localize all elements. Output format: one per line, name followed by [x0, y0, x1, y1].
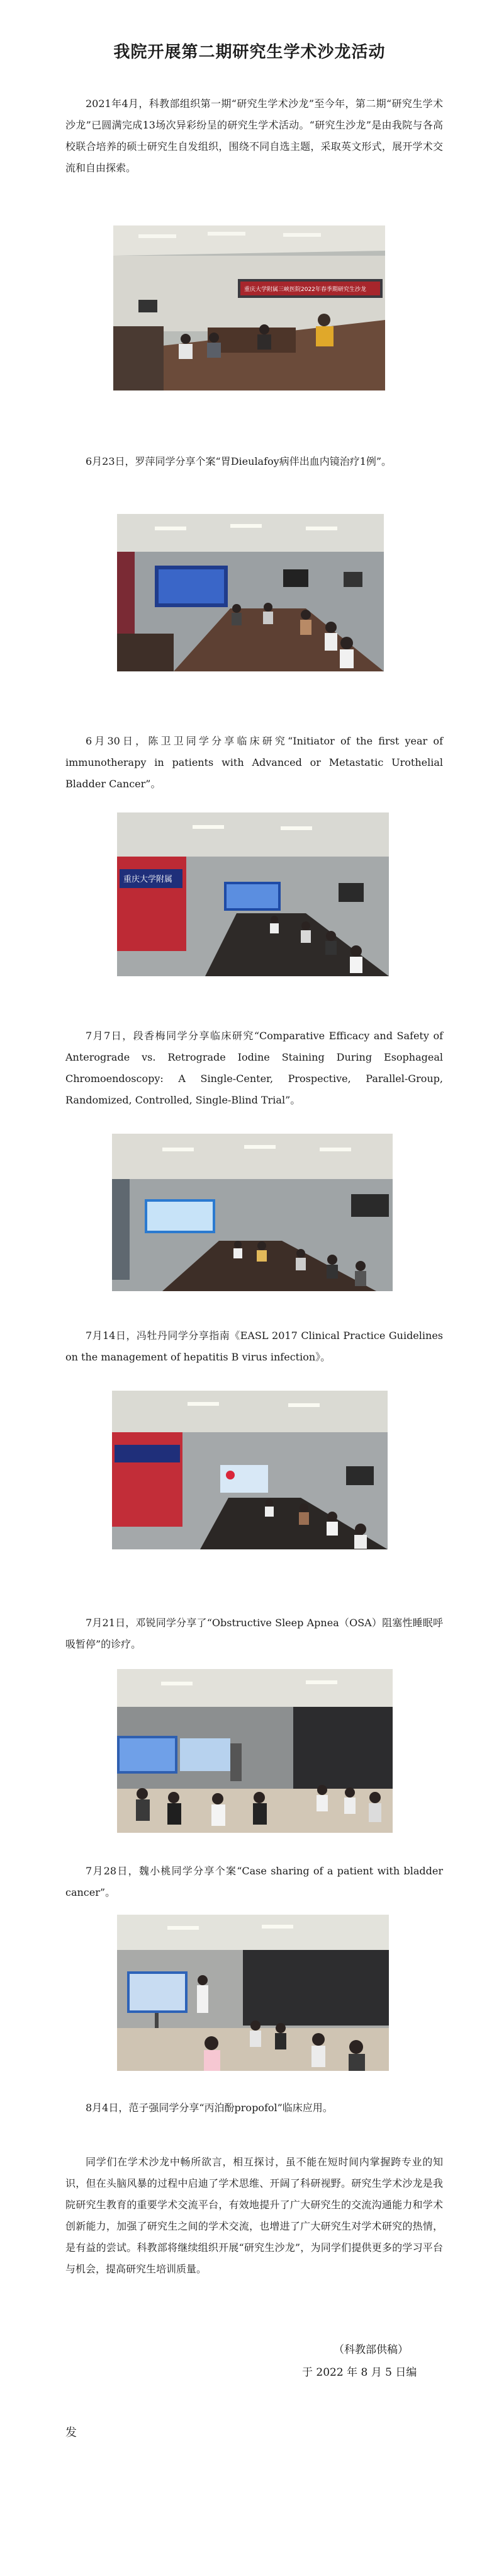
caption-4: 7月14日，冯牡丹同学分享指南《EASL 2017 Clinical Practice Guidelines on the management of hepatitis B virus infection》。 — [65, 1330, 443, 1363]
source-credit: （科教部供稿） — [334, 2344, 408, 2356]
caption-1: 6月23日，罗萍同学分享个案“胃Dieulafoy病伴出血内镜治疗1例”。 — [86, 455, 392, 467]
caption-7: 8月4日，范子强同学分享“丙泊酚propofol”临床应用。 — [86, 2102, 333, 2114]
article-title: 我院开展第二期研究生学术沙龙活动 — [113, 43, 386, 62]
photo-session-0721 — [117, 1669, 393, 1833]
photo-session-0728 — [117, 1915, 389, 2071]
banner-text: 重庆大学附属三峡医院2022年春季期研究生沙龙 — [244, 287, 366, 293]
photo-session-0714 — [112, 1391, 388, 1549]
caption-5: 7月21日，邓锐同学分享了“Obstructive Sleep Apnea（OSA）阻塞性睡眠呼吸暂停”的诊疗。 — [65, 1617, 443, 1650]
photo-session-0707 — [112, 1134, 393, 1291]
caption-6: 7月28日，魏小桃同学分享个案“Case sharing of a patient with bladder cancer”。 — [65, 1865, 443, 1898]
caption-3: 7月7日，段香梅同学分享临床研究“Comparative Efficacy and Safety of Anterograde vs. Retrograde Iodine Staining During Esophageal Chromoendoscopy: A Single-Center, Prospective, Parallel-Group, Randomized, Controlled, Single-Blind Trial”。 — [65, 1030, 443, 1106]
photo-salon-banner — [113, 225, 385, 390]
photo-session-0630 — [117, 812, 389, 976]
photo-session-0623 — [117, 514, 384, 671]
edit-date: 于 2022 年 8 月 5 日编 — [302, 2366, 417, 2379]
publish-mark: 发 — [65, 2426, 77, 2439]
intro-paragraph: 2021年4月，科教部组织第一期“研究生学术沙龙”至今年，第二期“研究生学术沙龙”已圆满完成13场次异彩纷呈的研究生学术活动。“研究生沙龙”是由我院与各高校联合培养的硕士研究生自发组织，围绕不同自选主题，采取英文形式，展开学术交流和自由探索。 — [65, 98, 443, 174]
conclusion-paragraph: 同学们在学术沙龙中畅所欲言，相互探讨，虽不能在短时间内掌握跨专业的知识，但在头脑风暴的过程中启迪了学术思维、开阔了科研视野。研究生学术沙龙是我院研究生教育的重要学术交流平台，有效地提升了广大研究生的交流沟通能力和学术创新能力，加强了研究生之间的学术交流，也增进了广大研究生对学术研究的热情，是有益的尝试。科教部将继续组织开展“研究生沙龙”，为同学们提供更多的学习平台与机会，提高研究生培训质量。 — [65, 2156, 443, 2275]
caption-2: 6月30日，陈卫卫同学分享临床研究“Initiator of the first year of immunotherapy in patients with Advanced or Metastatic Urothelial Bladder Cancer”。 — [65, 735, 443, 790]
hospital-sign: 重庆大学附属 — [123, 875, 173, 884]
